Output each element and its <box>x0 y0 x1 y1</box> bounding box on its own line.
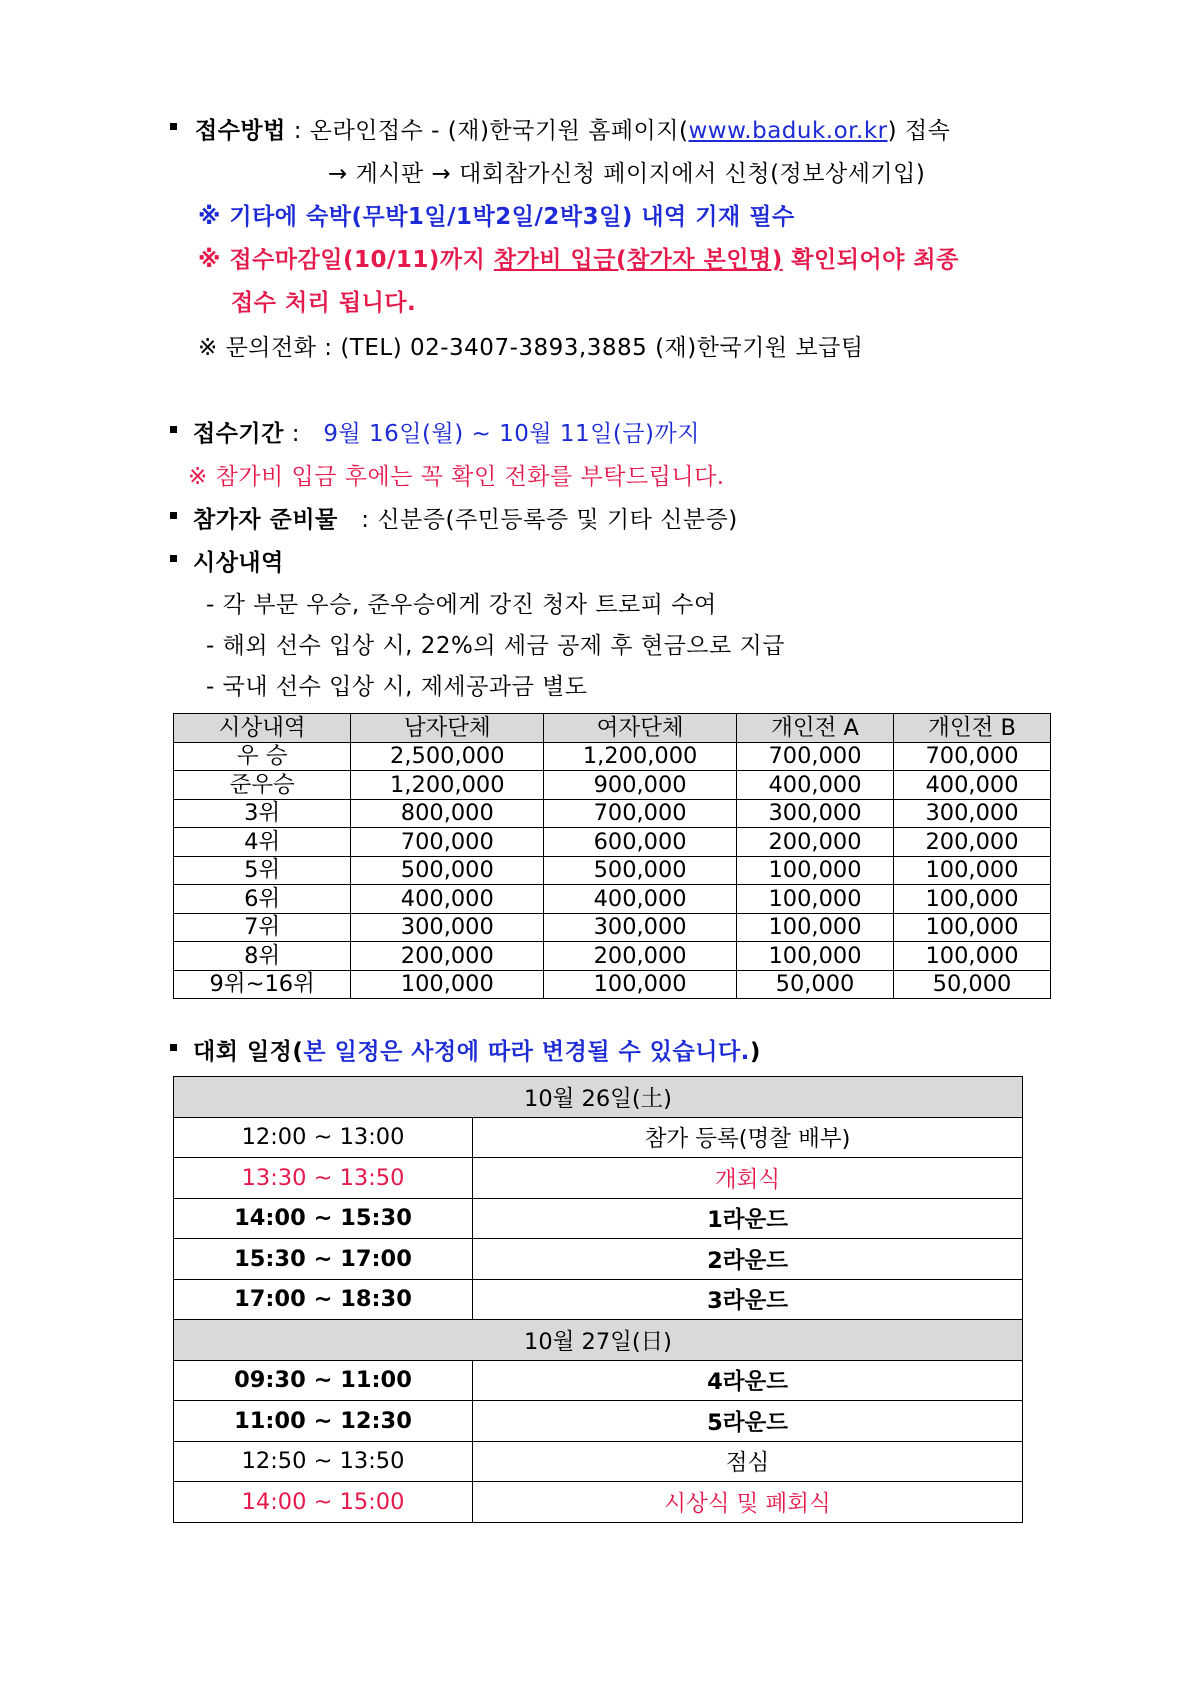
schedule-time: 14:00 ~ 15:00 <box>174 1482 473 1523</box>
schedule-time: 12:00 ~ 13:00 <box>174 1117 473 1158</box>
table-cell: 100,000 <box>893 856 1050 885</box>
table-cell: 500,000 <box>544 856 737 885</box>
table-cell: 400,000 <box>351 885 544 914</box>
schedule-event: 시상식 및 폐회식 <box>473 1482 1023 1523</box>
table-cell: 7위 <box>174 913 351 942</box>
table-row <box>174 799 1051 828</box>
column-header: 개인전 A <box>737 714 894 743</box>
table-cell: 300,000 <box>544 913 737 942</box>
supplies-line <box>193 501 738 534</box>
schedule-time: 17:00 ~ 18:30 <box>174 1279 473 1320</box>
table-row <box>174 856 1051 885</box>
schedule-date: 10월 26일(土) <box>174 1077 1023 1118</box>
schedule-row <box>174 1441 1023 1482</box>
column-header: 여자단체 <box>544 714 737 743</box>
table-cell: 100,000 <box>351 970 544 999</box>
schedule-time: 15:30 ~ 17:00 <box>174 1239 473 1280</box>
schedule-row <box>174 1482 1023 1523</box>
table-cell: 준우승 <box>174 771 351 800</box>
table-cell: 50,000 <box>737 970 894 999</box>
schedule-label: 대회 일정( <box>193 1039 304 1065</box>
table-cell: 300,000 <box>737 799 894 828</box>
reception-method-line2: → 게시판 → 대회참가신청 페이지에서 신청(정보상세기입) <box>328 161 926 187</box>
table-cell: 100,000 <box>893 885 1050 914</box>
table-cell: 1,200,000 <box>351 771 544 800</box>
bullet-icon <box>170 1044 177 1051</box>
schedule-time: 09:30 ~ 11:00 <box>174 1360 473 1401</box>
period-value: 9월 16일(월) ~ 10월 11일(금)까지 <box>323 421 700 447</box>
table-header-row <box>174 714 1051 743</box>
schedule-row <box>174 1279 1023 1320</box>
table-cell: 300,000 <box>351 913 544 942</box>
table-row <box>174 742 1051 771</box>
table-cell: 100,000 <box>737 913 894 942</box>
table-cell: 700,000 <box>351 828 544 857</box>
period-note: ※ 참가비 입금 후에는 꼭 확인 전화를 부탁드립니다. <box>188 464 725 490</box>
table-cell: 400,000 <box>544 885 737 914</box>
bullet-icon <box>170 123 177 130</box>
table-cell: 2,500,000 <box>351 742 544 771</box>
schedule-time: 12:50 ~ 13:50 <box>174 1441 473 1482</box>
table-cell: 400,000 <box>893 771 1050 800</box>
table-cell: 3위 <box>174 799 351 828</box>
schedule-event: 4라운드 <box>473 1360 1023 1401</box>
schedule-event: 1라운드 <box>473 1198 1023 1239</box>
schedule-row <box>174 1198 1023 1239</box>
schedule-line: 대회 일정(본 일정은 사정에 따라 변경될 수 있습니다.) <box>193 1039 761 1065</box>
column-header: 개인전 B <box>893 714 1050 743</box>
supplies-label: 참가자 준비물 <box>193 507 338 533</box>
reception-line: 접수방법 : 온라인접수 - (재)한국기원 홈페이지(www.baduk.or.kr) 접속 <box>195 118 951 144</box>
table-row <box>174 913 1051 942</box>
deadline-note: ※ 접수마감일(10/11)까지 참가비 입금(참가자 본인명) 확인되어야 최종 <box>198 247 959 273</box>
table-cell: 6위 <box>174 885 351 914</box>
schedule-day-header <box>174 1320 1023 1361</box>
table-cell: 500,000 <box>351 856 544 885</box>
table-cell: 900,000 <box>544 771 737 800</box>
period-line: 접수기간 : 9월 16일(월) ~ 10월 11일(금)까지 <box>193 421 700 447</box>
table-row <box>174 771 1051 800</box>
awards-label: 시상내역 <box>193 550 284 576</box>
schedule-table <box>173 1076 1023 1523</box>
table-cell: 5위 <box>174 856 351 885</box>
table-cell: 700,000 <box>737 742 894 771</box>
reception-method: 온라인접수 - (재)한국기원 홈페이지( <box>309 118 689 144</box>
table-cell: 4위 <box>174 828 351 857</box>
reception-label: 접수방법 <box>195 118 286 144</box>
table-cell: 200,000 <box>351 942 544 971</box>
awards-item: - 각 부문 우승, 준우승에게 강진 청자 트로피 수여 <box>206 592 717 618</box>
column-header: 남자단체 <box>351 714 544 743</box>
table-row <box>174 828 1051 857</box>
schedule-event: 점심 <box>473 1441 1023 1482</box>
table-cell: 1,200,000 <box>544 742 737 771</box>
awards-item: - 해외 선수 입상 시, 22%의 세금 공제 후 현금으로 지급 <box>206 633 785 659</box>
schedule-event: 5라운드 <box>473 1401 1023 1442</box>
table-cell: 50,000 <box>893 970 1050 999</box>
table-row <box>174 942 1051 971</box>
table-cell: 600,000 <box>544 828 737 857</box>
schedule-time: 14:00 ~ 15:30 <box>174 1198 473 1239</box>
website-link[interactable]: www.baduk.or.kr <box>688 118 888 144</box>
period-label: 접수기간 <box>193 421 284 447</box>
table-cell: 300,000 <box>893 799 1050 828</box>
lodging-note: ※ 기타에 숙박(무박1일/1박2일/2박3일) 내역 기재 필수 <box>198 204 795 230</box>
schedule-time: 13:30 ~ 13:50 <box>174 1158 473 1199</box>
bullet-icon <box>170 555 177 562</box>
awards-item: - 국내 선수 입상 시, 제세공과금 별도 <box>206 674 588 700</box>
schedule-event: 참가 등록(명찰 배부) <box>473 1117 1023 1158</box>
schedule-event: 개회식 <box>473 1158 1023 1199</box>
schedule-event: 2라운드 <box>473 1239 1023 1280</box>
table-cell: 800,000 <box>351 799 544 828</box>
prize-table <box>173 713 1051 999</box>
deadline-note-line2: 접수 처리 됩니다. <box>231 290 417 316</box>
schedule-date: 10월 27일(日) <box>174 1320 1023 1361</box>
table-row <box>174 885 1051 914</box>
schedule-row <box>174 1401 1023 1442</box>
table-cell: 9위~16위 <box>174 970 351 999</box>
table-cell: 200,000 <box>737 828 894 857</box>
table-cell: 700,000 <box>544 799 737 828</box>
table-cell: 우 승 <box>174 742 351 771</box>
schedule-row <box>174 1117 1023 1158</box>
schedule-event: 3라운드 <box>473 1279 1023 1320</box>
table-cell: 100,000 <box>737 885 894 914</box>
table-cell: 400,000 <box>737 771 894 800</box>
schedule-day-header <box>174 1077 1023 1118</box>
table-cell: 200,000 <box>893 828 1050 857</box>
table-cell: 100,000 <box>893 913 1050 942</box>
schedule-row <box>174 1158 1023 1199</box>
table-cell: 100,000 <box>737 856 894 885</box>
table-cell: 100,000 <box>893 942 1050 971</box>
contact-note: ※ 문의전화 : (TEL) 02-3407-3893,3885 (재)한국기원 보급팀 <box>198 335 864 361</box>
schedule-row <box>174 1360 1023 1401</box>
column-header: 시상내역 <box>174 714 351 743</box>
schedule-note: 본 일정은 사정에 따라 변경될 수 있습니다. <box>303 1039 750 1065</box>
deadline-underlined: 참가비 입금(참가자 본인명) <box>493 247 783 273</box>
supplies-value: : 신분증(주민등록증 및 기타 신분증) <box>361 507 738 533</box>
table-cell: 100,000 <box>544 970 737 999</box>
table-cell: 8위 <box>174 942 351 971</box>
table-cell: 700,000 <box>893 742 1050 771</box>
table-cell: 200,000 <box>544 942 737 971</box>
table-cell: 100,000 <box>737 942 894 971</box>
schedule-row <box>174 1239 1023 1280</box>
table-row <box>174 970 1051 999</box>
bullet-icon <box>170 426 177 433</box>
bullet-icon <box>170 512 177 519</box>
schedule-time: 11:00 ~ 12:30 <box>174 1401 473 1442</box>
